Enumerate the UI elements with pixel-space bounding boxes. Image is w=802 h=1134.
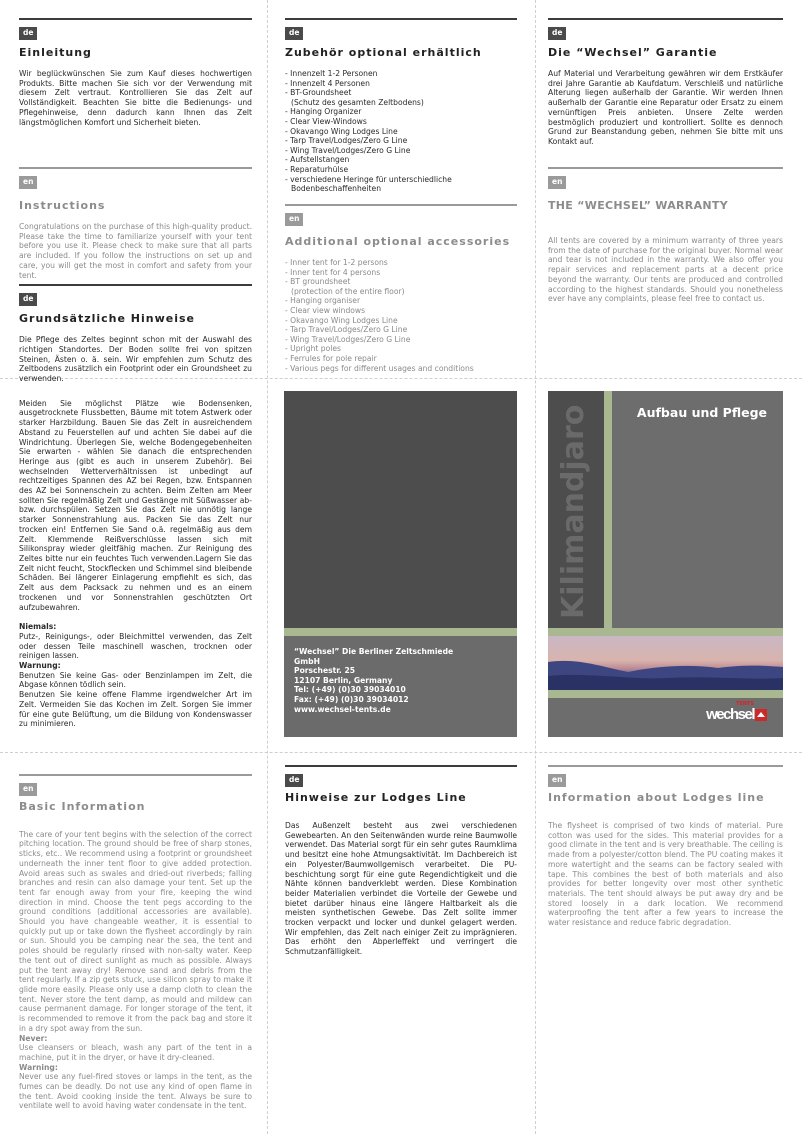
list-item: - Tarp Travel/Lodges/Zero G Line bbox=[285, 325, 408, 335]
list-item: - Clear View-Windows bbox=[285, 116, 367, 126]
column-3 bbox=[548, 18, 783, 928]
language-tag: de bbox=[548, 27, 566, 40]
never-text: Use cleansers or bleach, wash any part of the tent in a machine, put it in the dryer, or have it dry-cleaned. bbox=[19, 1043, 252, 1062]
section-warranty bbox=[548, 167, 783, 304]
contact-address bbox=[284, 636, 517, 737]
cover-panel bbox=[548, 391, 783, 737]
section-instructions bbox=[19, 167, 252, 284]
divider bbox=[548, 167, 783, 169]
accent-stripe bbox=[284, 628, 517, 636]
section-care-details bbox=[19, 399, 252, 729]
divider bbox=[285, 204, 517, 206]
section-heading: Die “Wechsel” Garantie bbox=[548, 46, 718, 59]
list-item: - Wing Travel/Lodges/Zero G Line bbox=[285, 145, 411, 155]
never-label: Never: bbox=[19, 1033, 48, 1043]
fold-line-vertical bbox=[535, 0, 536, 1134]
divider bbox=[19, 284, 252, 286]
list-item: - Upright poles bbox=[285, 344, 341, 354]
language-tag: de bbox=[285, 774, 303, 787]
list-item: - Inner tent for 1-2 persons bbox=[285, 258, 388, 267]
list-item: - Innenzelt 4 Personen bbox=[285, 78, 370, 88]
list-item: - BT groundsheet bbox=[285, 277, 351, 287]
divider bbox=[19, 167, 252, 169]
website-link[interactable]: www.wechsel-tents.de bbox=[294, 704, 391, 714]
section-zubehoer bbox=[285, 18, 517, 204]
section-body: All tents are covered by a minimum warranty of three years from the date of purchase for the original buyer. Normal wear and tear is not included in the warranty. We also offer you repair services and replacement parts at a decent price beyond the warranty. Our tents are produced and controlled according to the highest standards. Should you nonetheless ever have any complaints, please feel free to contact us. bbox=[548, 236, 783, 304]
section-body: Congratulations on the purchase of this high-quality product. Please take the time to familiarize yourself with your tent before you use it. Please check to make sure that all parts are included. If you follow the instructions on set up and care, you will get the most in comfort and safety from your tent. bbox=[19, 222, 252, 280]
section-body: Das Außenzelt besteht aus zwei verschiedenen Gewebearten. An den Seitenwänden wurde reine Baumwolle verwendet. Das Material sorgt für ein sehr gutes Raumklima und besitzt eine hohe Atmungsaktivität. Im Dachbereich ist ein Polyester/Baumwollgemisch verarbeitet. Die PU-beschichtung sorgt für eine gute Regendichtigkeit und die Nähte können bandverklebt werden. Diese Kombination beider Materialien verbindet die Vorteile der Gewebe und bietet darüber hinaus eine längere Haltbarkeit als die meisten synthetischen Gewebe. Das Zelt sollte immer trocken verpackt und locker und dunkel gelagert werden. Wir empfehlen, das Zelt nach einiger Zeit zu imprägnieren. Das erhöht den Abperleffekt und verringert die Schmutzanfälligkeit. bbox=[285, 821, 517, 957]
mountain-sunset-photo bbox=[548, 636, 783, 690]
list-item: - Hanging Organizer bbox=[285, 107, 362, 117]
divider bbox=[285, 18, 517, 20]
fold-line-vertical bbox=[267, 0, 268, 1134]
section-body: Auf Material und Verarbeitung gewähren wir dem Erstkäufer drei Jahre Garantie ab Kaufdatum. Verschleiß und natürliche Alterung liegen außerhalb der Garantie. Wir werden Ihnen außerhalb der Garantie eine Reparatur oder Ersatz zu einem vernünftigen Preis anbieten. Unsere Zelte werden bestmöglich produziert und kontrolliert. Sollte es dennoch Grund zur Beanstandung geben, nehmen Sie bitte mit uns Kontakt auf. bbox=[548, 69, 783, 146]
brand-logo bbox=[706, 702, 767, 722]
contact-panel bbox=[284, 391, 517, 737]
section-heading: Einleitung bbox=[19, 46, 92, 59]
accent-stripe bbox=[604, 391, 612, 628]
section-information-lodges bbox=[548, 765, 783, 928]
list-item: - Hanging organiser bbox=[285, 296, 361, 306]
list-item: (protection of the entire floor) bbox=[291, 286, 405, 296]
list-item: - Wing Travel/Lodges/Zero G Line bbox=[285, 334, 411, 344]
cover-title: Aufbau und Pflege bbox=[636, 405, 767, 420]
section-heading: Instructions bbox=[19, 199, 106, 212]
section-heading: Grundsätzliche Hinweise bbox=[19, 312, 196, 326]
section-heading: Additional optional accessories bbox=[285, 235, 511, 248]
section-heading: Hinweise zur Lodges Line bbox=[285, 791, 467, 804]
language-tag: en bbox=[548, 774, 566, 787]
section-body: Wir beglückwünschen Sie zum Kauf dieses hochwertigen Produkts. Bitte machen Sie sich vor der Verwendung mit diesem Zelt vertraut. Kontrollieren Sie das Zelt auf Vollständigkeit. Beachten Sie bitte die Bedienungs- und Pflegehinweise, denn dadurch kann Ihnen das Zelt längstmöglichen Komfort und Sicherheit bieten. bbox=[19, 69, 252, 127]
logo-wordmark: wechsel bbox=[706, 706, 754, 723]
section-heading: THE “WECHSEL” WARRANTY bbox=[548, 199, 728, 212]
never-label: Niemals: bbox=[19, 622, 57, 632]
list-item: - Okavango Wing Lodges Line bbox=[285, 315, 398, 325]
list-item: - BT-Groundsheet bbox=[285, 88, 352, 98]
section-garantie bbox=[548, 18, 783, 167]
divider bbox=[548, 765, 783, 767]
section-body: The flysheet is comprised of two kinds of material. Pure cotton was used for the sides. This material provides for a good climate in the tent and is very breathable. The ceiling is made from a polyester/cotton blend. The PU coating makes it more watertight and the seams can be factory sealed with tape. This combines the best of both materials and also provides for better longevity over most other synthetic materials. The tent should always be put away dry and be stored loosely in a dark location. We recommend waterproofing the tent after a few years to increase the water resistance and reduce fabric degradation. bbox=[548, 821, 783, 928]
accessory-list bbox=[285, 258, 517, 373]
list-item: - verschiedene Heringe für unterschiedliche bbox=[285, 174, 452, 184]
list-item: - Clear view windows bbox=[285, 305, 366, 315]
section-einleitung bbox=[19, 18, 252, 167]
section-basic-information bbox=[19, 774, 252, 1111]
fax: Fax: (+49) (0)30 39034012 bbox=[294, 694, 409, 704]
divider bbox=[19, 18, 252, 20]
company-name: GmbH bbox=[294, 656, 320, 666]
accessory-list bbox=[285, 69, 517, 194]
section-additional-accessories bbox=[285, 204, 517, 373]
section-hinweise-lodges bbox=[285, 765, 517, 957]
language-tag: en bbox=[19, 783, 37, 796]
list-item: - Inner tent for 4 persons bbox=[285, 267, 381, 277]
section-grundsaetzliche-hinweise bbox=[19, 284, 252, 384]
language-tag: de bbox=[285, 27, 303, 40]
product-name: Kilimandjaro bbox=[556, 404, 591, 619]
warning-text: Benutzen Sie keine offene Flamme irgendwelcher Art im Zelt. Vermeiden Sie das Kochen im Zelt. Sorgen Sie immer für eine gute Belüftung, um die Bildung von Kondenswasser zu minimieren. bbox=[19, 690, 252, 729]
section-heading: Information about Lodges line bbox=[548, 791, 765, 804]
language-tag: de bbox=[19, 293, 37, 306]
warning-label: Warning: bbox=[19, 1062, 58, 1072]
list-item: - Aufstellstangen bbox=[285, 155, 350, 165]
list-item: - Reparaturhülse bbox=[285, 164, 349, 174]
list-item: - Innenzelt 1-2 Personen bbox=[285, 69, 378, 78]
logo-tents: TENTS bbox=[735, 701, 754, 707]
section-body: The care of your tent begins with the selection of the correct pitching location. The ground should be free of sharp stones, sticks, etc.. We recommend using a footprint or groundsheet underneath the inner tent floor to give added protection. Avoid areas such as swales and dried-out riverbeds; falling branches and resin can also damage your tent. Set up the tent far enough away from your fire, keeping the wind direction in mind. Choose the tent pegs according to the ground conditions (additional accessories are available). Should you have changeable weather, it is essential to quickly put up or take down the flysheet accordingly by rain or sun. Should you be camping near the sea, the tent and poles should be regularly rinsed with non-salty water. Keep the tent out of direct sunlight as much as possible. Always put the tent away dry! Remove sand and debris from the tent regularly. If a zip gets stuck, use silicon spray to make it glide more easily. Please only use a damp cloth to clean the tent. Never store the tent damp, as mould and mildew can cause permanent damage. For longer storage of the tent, it is recommended to remove it from the pack bag and store it in a dry spot away from the sun. bbox=[19, 829, 252, 1033]
column-2 bbox=[285, 18, 517, 957]
warning-text: Benutzen Sie keine Gas- oder Benzinlampen im Zelt, die Abgase können tödlich sein. bbox=[19, 670, 252, 690]
language-tag: de bbox=[19, 27, 37, 40]
language-tag: en bbox=[285, 213, 303, 226]
company-name: “Wechsel” Die Berliner Zeltschmiede bbox=[294, 647, 454, 656]
section-body: Meiden Sie möglichst Plätze wie Bodensenken, ausgetrocknete Flussbetten, Bäume mit totem Astwerk oder starker Harzbildung. Bauen Sie das Zelt in ausreichendem Abstand zu Feuerstellen auf und achten Sie dabei auf die Windrichtung. Überlegen Sie, welche Bodengegebenheiten Sie erwarten - wählen Sie danach die entsprechenden Heringe aus (gibt es auch in unserem Zubehör). Bei wechselnden Wetterverhältnissen ist unbedingt auf rechtzeitiges Spannen des AZ bei Regen, bzw. Entspannen des AZ bei Sonnenschein zu achten. Beim Zelten am Meer sollten Sie regelmäßig Zelt und Gestänge mit Süßwasser ab- bzw. durchspülen. Setzen Sie das Zelt nie unnötig lange starker Sonnenstrahlung aus. Packen Sie das Zelt nur trocken ein! Entfernen Sie Sand o.ä. regelmäßig aus dem Zelt. Klemmende Reißverschlüsse lassen sich mit Silikonspray wieder gleitfähig machen. Zur Reinigung des Zeltes bitte nur ein feuchtes Tuch verwenden.Lagern Sie das Zelt nicht feucht, Stockflecken und Schimmel sind bleibende Schäden. Bei längerer Einlagerung empfiehlt es sich, das Zelt aus dem Packsack zu nehmen und es an einem trockenen und vor Sonnenstrahlen geschützten Ort aufzubewahren. bbox=[19, 398, 252, 612]
language-tag: en bbox=[548, 176, 566, 189]
list-item: - Various pegs for different usages and conditions bbox=[285, 363, 474, 373]
divider bbox=[548, 18, 783, 20]
warning-label: Warnung: bbox=[19, 661, 61, 671]
list-item: - Tarp Travel/Lodges/Zero G Line bbox=[285, 136, 408, 146]
list-item: - Okavango Wing Lodges Line bbox=[285, 126, 398, 136]
warning-text: Never use any fuel-fired stoves or lamps in the tent, as the fumes can be deadly. Do not use any kind of open flame in the tent. Avoid cooking inside the tent. Always be sure to ventilate well to avoid having water condensate in the tent. bbox=[19, 1072, 252, 1111]
list-item: Bodenbeschaffenheiten bbox=[291, 184, 382, 194]
street: Porschestr. 25 bbox=[294, 666, 356, 676]
section-heading: Basic Information bbox=[19, 799, 146, 813]
language-tag: en bbox=[19, 176, 37, 189]
column-1 bbox=[19, 18, 252, 1111]
divider bbox=[285, 765, 517, 767]
mountain-silhouette-icon bbox=[548, 636, 783, 690]
accent-stripe bbox=[548, 690, 783, 698]
city: 12107 Berlin, Germany bbox=[294, 675, 393, 685]
phone: Tel: (+49) (0)30 39034010 bbox=[294, 685, 406, 695]
list-item: - Ferrules for pole repair bbox=[285, 353, 377, 363]
accent-stripe bbox=[548, 628, 783, 636]
never-text: Putz-, Reinigungs-, oder Bleichmittel verwenden, das Zelt oder dessen Teile maschinell waschen, trocknen oder reinigen lassen. bbox=[19, 631, 252, 661]
section-heading: Zubehör optional erhältlich bbox=[285, 46, 482, 59]
section-body: Die Pflege des Zeltes beginnt schon mit der Auswahl des richtigen Standortes. Der Boden sollte frei von spitzen Steinen, Ästen o. ä. sein. Wir empfehlen zum Schutz des Zeltbodens zusätzlich ein Footprint oder ein Groundsheet zu verwenden. bbox=[19, 335, 252, 384]
tent-logo-icon bbox=[755, 709, 767, 721]
list-item: (Schutz des gesamten Zeltbodens) bbox=[291, 97, 424, 107]
divider bbox=[19, 774, 252, 776]
